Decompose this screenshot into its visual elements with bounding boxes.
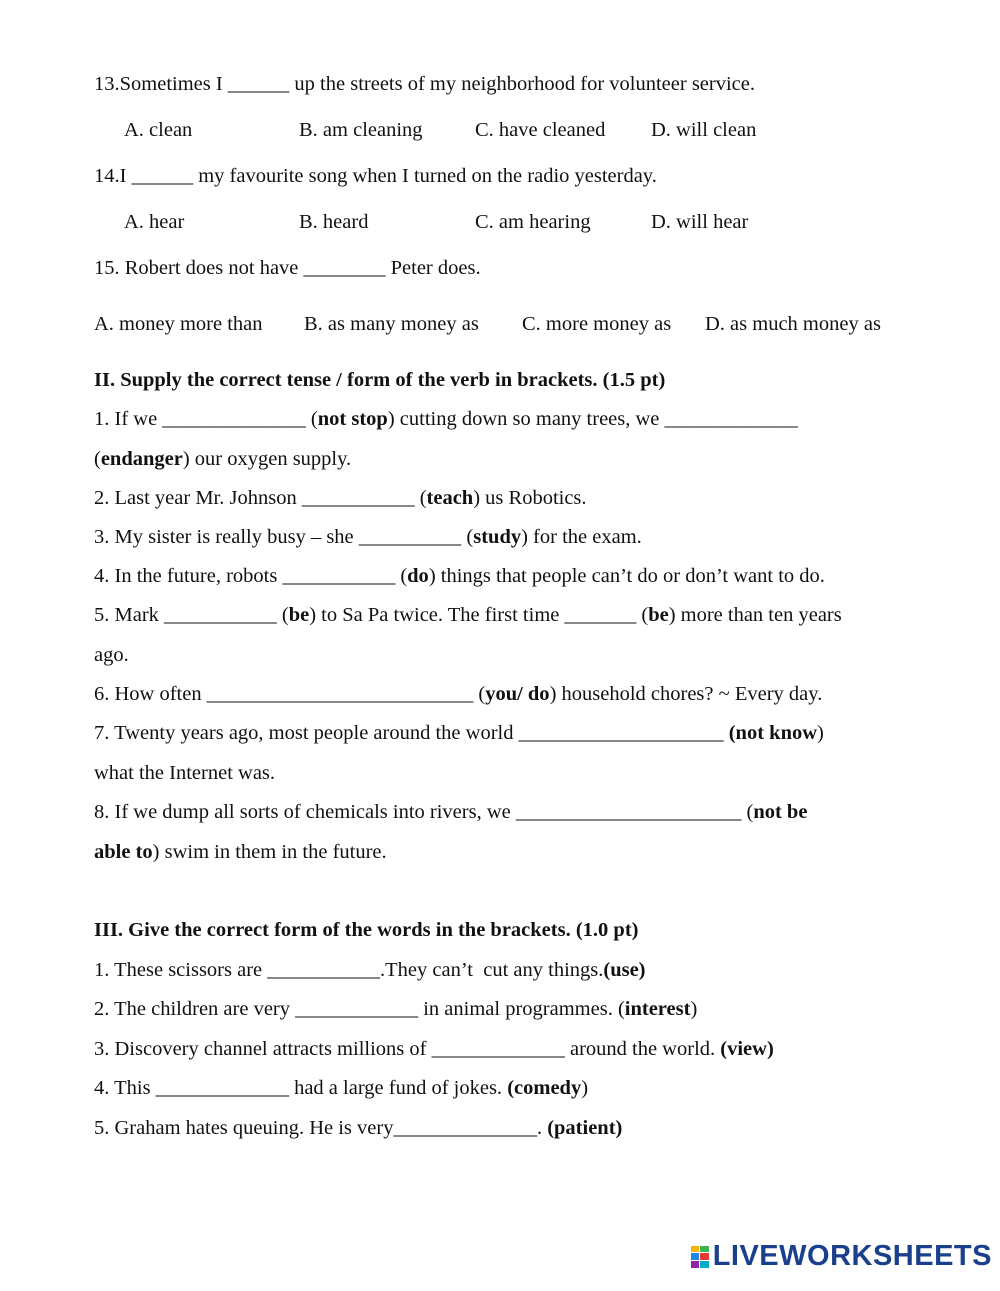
- section-iii-heading: III. Give the correct form of the words in the brackets. (1.0 pt): [94, 919, 639, 941]
- q13-option-d[interactable]: D. will clean: [651, 119, 757, 141]
- q14-option-d[interactable]: D. will hear: [651, 211, 749, 233]
- q14-option-c[interactable]: C. am hearing: [475, 211, 591, 233]
- q15-option-d[interactable]: D. as much money as: [705, 313, 881, 335]
- q13-option-a[interactable]: A. clean: [124, 119, 193, 141]
- q15-option-a[interactable]: A. money more than: [94, 313, 263, 335]
- part-ii-item-5-line-1: 5. Mark ___________ (be) to Sa Pa twice. The first time _______ (be) more than ten years: [94, 604, 842, 626]
- q15-option-b[interactable]: B. as many money as: [304, 313, 479, 335]
- question-15: 15. Robert does not have ________ Peter does.: [94, 257, 481, 279]
- part-iii-item-2: 2. The children are very ____________ in animal programmes. (interest): [94, 998, 698, 1020]
- liveworksheets-logo-icon: [691, 1246, 709, 1268]
- q13-option-c[interactable]: C. have cleaned: [475, 119, 606, 141]
- question-13: 13.Sometimes I ______ up the streets of my neighborhood for volunteer service.: [94, 73, 755, 95]
- liveworksheets-logo-text: LIVEWORKSHEETS: [712, 1240, 992, 1272]
- part-ii-item-7-line-2: what the Internet was.: [94, 762, 276, 784]
- part-ii-item-5-line-2: ago.: [94, 644, 129, 666]
- part-ii-item-1-line-2: (endanger) our oxygen supply.: [94, 448, 352, 470]
- part-ii-item-8-line-1: 8. If we dump all sorts of chemicals into rivers, we ______________________ (not be: [94, 801, 808, 823]
- part-ii-item-7-line-1: 7. Twenty years ago, most people around the world ____________________ (not know): [94, 722, 824, 744]
- q13-option-b[interactable]: B. am cleaning: [299, 119, 423, 141]
- part-ii-item-6: 6. How often __________________________ (you/ do) household chores? ~ Every day.: [94, 683, 823, 705]
- part-ii-item-3: 3. My sister is really busy – she __________ (study) for the exam.: [94, 526, 642, 548]
- section-ii-heading: II. Supply the correct tense / form of the verb in brackets. (1.5 pt): [94, 369, 666, 391]
- question-14: 14.I ______ my favourite song when I turned on the radio yesterday.: [94, 165, 657, 187]
- part-ii-item-4: 4. In the future, robots ___________ (do) things that people can’t do or don’t want to do.: [94, 565, 825, 587]
- part-iii-item-5: 5. Graham hates queuing. He is very______________. (patient): [94, 1117, 623, 1139]
- part-iii-item-3: 3. Discovery channel attracts millions of _____________ around the world. (view): [94, 1038, 774, 1060]
- part-ii-item-8-line-2: able to) swim in them in the future.: [94, 841, 387, 863]
- part-ii-item-2: 2. Last year Mr. Johnson ___________ (teach) us Robotics.: [94, 487, 587, 509]
- q14-option-a[interactable]: A. hear: [124, 211, 185, 233]
- part-ii-item-1-line-1: 1. If we ______________ (not stop) cutting down so many trees, we _____________: [94, 408, 798, 430]
- liveworksheets-logo: [691, 1240, 992, 1273]
- part-iii-item-4: 4. This _____________ had a large fund of jokes. (comedy): [94, 1077, 589, 1099]
- q15-option-c[interactable]: C. more money as: [522, 313, 672, 335]
- q14-option-b[interactable]: B. heard: [299, 211, 369, 233]
- part-iii-item-1: 1. These scissors are ___________.They can’t cut any things.(use): [94, 959, 646, 981]
